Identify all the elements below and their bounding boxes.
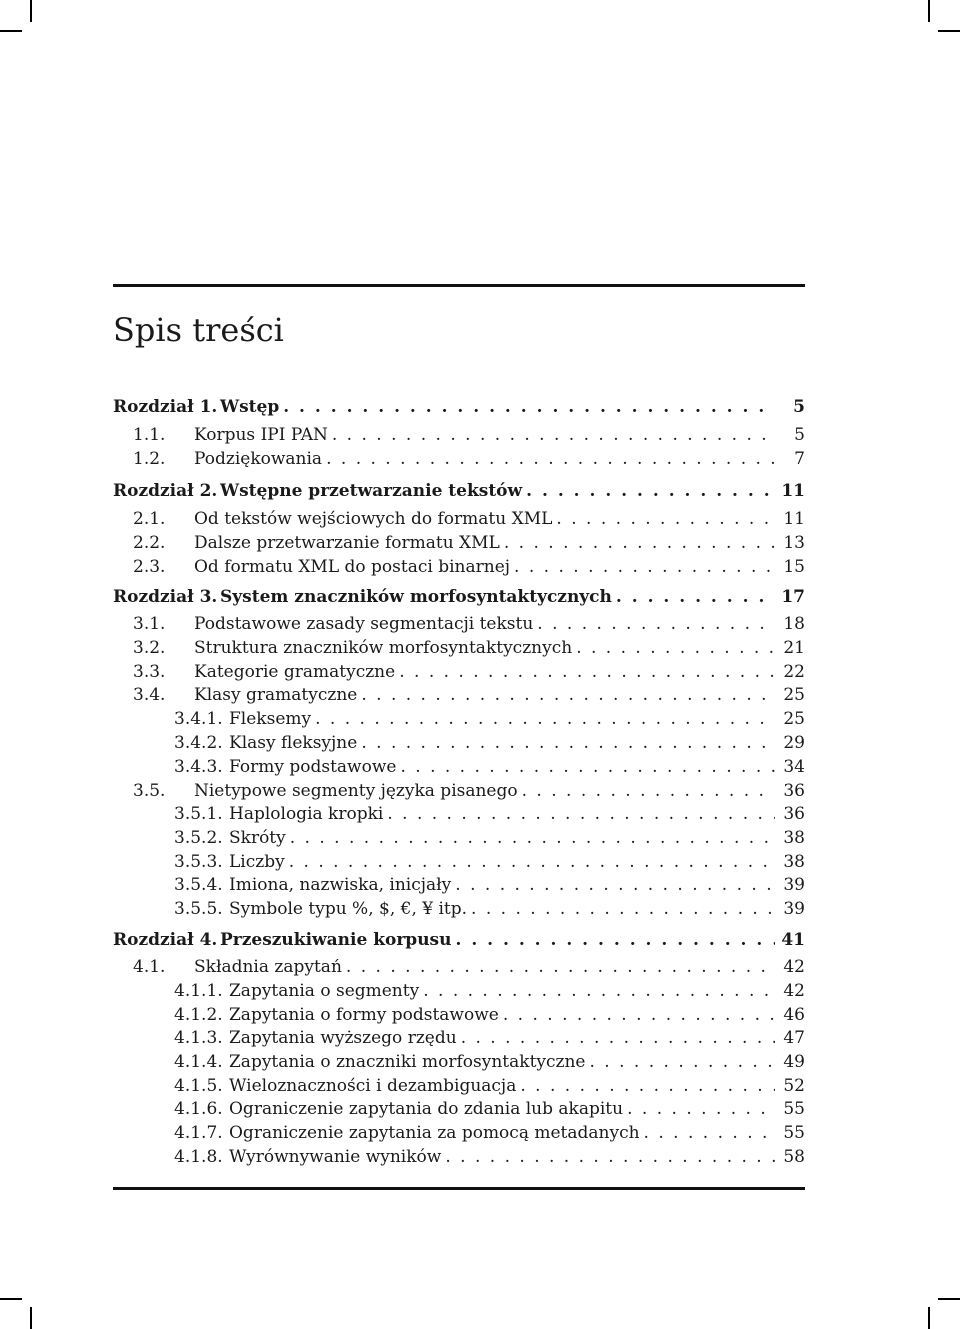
- toc-entry-number: 3.5.3.: [174, 852, 223, 872]
- toc-entry-number: 4.1.5.: [174, 1076, 223, 1096]
- toc-entry-page: 46: [783, 1005, 805, 1025]
- toc-entry-number: 4.1.6.: [174, 1099, 223, 1119]
- toc-entry[interactable]: [113, 612, 805, 636]
- toc-leader-dots: [332, 423, 775, 447]
- toc-entry-label: System znaczników morfosyntaktycznych: [220, 587, 612, 607]
- toc-entry-label: Wstęp: [220, 397, 280, 417]
- toc-leader-dots: [315, 707, 775, 731]
- toc-leader-dots: [616, 585, 775, 609]
- toc-leader-dots: [361, 683, 775, 707]
- toc-entry[interactable]: [113, 928, 805, 952]
- toc-entry-label: Dalsze przetwarzanie formatu XML: [194, 533, 500, 553]
- toc-entry-label: Klasy gramatyczne: [194, 685, 358, 705]
- toc-entry-page: 38: [783, 852, 805, 872]
- toc-entry-label: Struktura znaczników morfosyntaktycznych: [194, 638, 573, 658]
- toc-leader-dots: [522, 779, 775, 803]
- toc-entry-label: Zapytania o segmenty: [229, 981, 420, 1001]
- bottom-rule: [113, 1187, 805, 1190]
- toc-leader-dots: [576, 636, 775, 660]
- toc-entry-number: 3.5.2.: [174, 828, 223, 848]
- toc-entry-number: 3.4.: [133, 685, 166, 705]
- toc-entry[interactable]: [113, 1097, 805, 1121]
- toc-entry-label: Liczby: [229, 852, 285, 872]
- toc-entry-page: 7: [794, 449, 805, 469]
- toc-entry-page: 5: [793, 397, 805, 417]
- toc-entry[interactable]: [113, 1074, 805, 1098]
- toc-entry-label: Symbole typu %, $, €, ¥ itp.: [229, 899, 468, 919]
- toc-entry[interactable]: [113, 802, 805, 826]
- toc-entry[interactable]: [113, 447, 805, 471]
- toc-entry[interactable]: [113, 955, 805, 979]
- toc-entry[interactable]: [113, 779, 805, 803]
- toc-leader-dots: [455, 928, 775, 952]
- toc-entry-page: 58: [783, 1147, 805, 1167]
- toc-entry-page: 39: [783, 899, 805, 919]
- toc-leader-dots: [346, 955, 775, 979]
- toc-entry[interactable]: [113, 395, 805, 419]
- crop-mark-top-left-v: [30, 0, 32, 22]
- toc-entry-page: 11: [783, 509, 805, 529]
- toc-entry-number: 2.2.: [133, 533, 166, 553]
- toc-entry-page: 38: [783, 828, 805, 848]
- toc-entry-label: Fleksemy: [229, 709, 312, 729]
- toc-entry-page: 49: [783, 1052, 805, 1072]
- toc-entry[interactable]: [113, 873, 805, 897]
- toc-leader-dots: [461, 1026, 775, 1050]
- toc-entry-page: 41: [781, 930, 805, 950]
- toc-entry-page: 36: [783, 804, 805, 824]
- toc-entry-label: Klasy fleksyjne: [229, 733, 358, 753]
- toc-leader-dots: [361, 731, 775, 755]
- toc-entry-number: 3.4.2.: [174, 733, 223, 753]
- toc-entry[interactable]: [113, 585, 805, 609]
- toc-entry-number: 1.2.: [133, 449, 166, 469]
- toc-entry[interactable]: [113, 531, 805, 555]
- toc-entry-number: 4.1.4.: [174, 1052, 223, 1072]
- toc-entry-label: Haplologia kropki: [229, 804, 384, 824]
- toc-leader-dots: [399, 660, 775, 684]
- toc-leader-dots: [503, 1003, 775, 1027]
- toc-entry[interactable]: [113, 850, 805, 874]
- toc-entry[interactable]: [113, 897, 805, 921]
- toc-entry-label: Wyrównywanie wyników: [229, 1147, 442, 1167]
- toc-leader-dots: [423, 979, 775, 1003]
- toc-entry-page: 42: [783, 957, 805, 977]
- toc-leader-dots: [526, 479, 775, 503]
- toc-entry-number: 4.1.2.: [174, 1005, 223, 1025]
- toc-entry-page: 5: [794, 425, 805, 445]
- crop-mark-bottom-right-v: [928, 1307, 930, 1329]
- crop-mark-bottom-left-v: [30, 1307, 32, 1329]
- toc-leader-dots: [455, 873, 775, 897]
- toc-entry[interactable]: [113, 479, 805, 503]
- toc-entry-number: 3.5.4.: [174, 875, 223, 895]
- toc-entry-number: 4.1.8.: [174, 1147, 223, 1167]
- toc-entry-page: 25: [783, 709, 805, 729]
- toc-leader-dots: [590, 1050, 776, 1074]
- toc-entry[interactable]: [113, 731, 805, 755]
- toc-entry-number: 3.1.: [133, 614, 166, 634]
- toc-entry-number: 4.1.1.: [174, 981, 223, 1001]
- toc-entry-number: 3.4.3.: [174, 757, 223, 777]
- toc-entry[interactable]: [113, 1003, 805, 1027]
- crop-mark-bottom-right-h: [938, 1298, 960, 1300]
- toc-entry-number: 2.1.: [133, 509, 166, 529]
- toc-entry-label: Od formatu XML do postaci binarnej: [194, 557, 511, 577]
- toc-entry-page: 36: [783, 781, 805, 801]
- toc-entry-label: Podziękowania: [194, 449, 323, 469]
- toc-entry-number: 2.3.: [133, 557, 166, 577]
- toc-entry-page: 34: [783, 757, 805, 777]
- toc-leader-dots: [537, 612, 775, 636]
- toc-entry[interactable]: [113, 707, 805, 731]
- toc-entry-label: Podstawowe zasady segmentacji tekstu: [194, 614, 534, 634]
- toc-entry-page: 17: [781, 587, 805, 607]
- toc-entry[interactable]: [113, 755, 805, 779]
- toc-entry[interactable]: [113, 979, 805, 1003]
- toc-entry-page: 47: [783, 1028, 805, 1048]
- toc-entry[interactable]: [113, 507, 805, 531]
- toc-entry-number: 4.1.3.: [174, 1028, 223, 1048]
- toc-entry-page: 25: [783, 685, 805, 705]
- toc-entry-label: Zapytania o formy podstawowe: [229, 1005, 499, 1025]
- toc-entry-number: 3.5.5.: [174, 899, 223, 919]
- toc-leader-dots: [387, 802, 775, 826]
- toc-entry-number: Rozdział 4.: [113, 930, 218, 950]
- toc-entry-label: Składnia zapytań: [194, 957, 342, 977]
- crop-mark-top-left-h: [0, 30, 22, 32]
- toc-leader-dots: [644, 1121, 775, 1145]
- toc-entry-label: Ograniczenie zapytania do zdania lub akapitu: [229, 1099, 624, 1119]
- toc-entry-page: 22: [783, 662, 805, 682]
- toc-entry[interactable]: [113, 636, 805, 660]
- toc-entry-page: 52: [783, 1076, 805, 1096]
- toc-entry[interactable]: [113, 1050, 805, 1074]
- toc-entry-page: 42: [783, 981, 805, 1001]
- toc-entry-page: 29: [783, 733, 805, 753]
- toc-entry-page: 18: [783, 614, 805, 634]
- toc-entry[interactable]: [113, 1026, 805, 1050]
- toc-leader-dots: [504, 531, 775, 555]
- toc-entry-number: Rozdział 3.: [113, 587, 218, 607]
- toc-leader-dots: [290, 826, 775, 850]
- toc-leader-dots: [326, 447, 775, 471]
- toc-entry-label: Zapytania wyższego rzędu: [229, 1028, 457, 1048]
- toc-entry-label: Nietypowe segmenty języka pisanego: [194, 781, 518, 801]
- toc-entry-page: 55: [783, 1123, 805, 1143]
- toc-entry-label: Korpus IPI PAN: [194, 425, 328, 445]
- toc-entry-page: 39: [783, 875, 805, 895]
- toc-entry[interactable]: [113, 1121, 805, 1145]
- toc-entry-page: 55: [783, 1099, 805, 1119]
- toc-entry-number: 3.3.: [133, 662, 166, 682]
- toc-leader-dots: [627, 1097, 775, 1121]
- toc-entry-number: Rozdział 1.: [113, 397, 218, 417]
- toc-entry-label: Formy podstawowe: [229, 757, 397, 777]
- toc-entry-label: Od tekstów wejściowych do formatu XML: [194, 509, 553, 529]
- toc-entry-label: Imiona, nazwiska, inicjały: [229, 875, 452, 895]
- toc-entry-label: Przeszukiwanie korpusu: [220, 930, 452, 950]
- toc-leader-dots: [445, 1145, 775, 1169]
- toc-entry-page: 11: [781, 481, 805, 501]
- toc-leader-dots: [283, 395, 775, 419]
- toc-entry-number: 3.2.: [133, 638, 166, 658]
- toc-entry[interactable]: [113, 660, 805, 684]
- toc-entry[interactable]: [113, 555, 805, 579]
- toc-leader-dots: [514, 555, 775, 579]
- crop-mark-top-right-h: [938, 30, 960, 32]
- toc-leader-dots: [400, 755, 775, 779]
- toc-leader-dots: [289, 850, 775, 874]
- toc-entry-label: Wstępne przetwarzanie tekstów: [220, 481, 523, 501]
- crop-mark-top-right-v: [928, 0, 930, 22]
- toc-leader-dots: [556, 507, 775, 531]
- toc-entry-number: 3.5.1.: [174, 804, 223, 824]
- page-title: Spis treści: [113, 311, 284, 349]
- toc-entry[interactable]: [113, 423, 805, 447]
- toc-entry-number: 3.4.1.: [174, 709, 223, 729]
- toc-leader-dots: [520, 1074, 775, 1098]
- toc-entry[interactable]: [113, 826, 805, 850]
- toc-entry-page: 21: [783, 638, 805, 658]
- toc-entry-label: Wieloznaczności i dezambiguacja: [229, 1076, 517, 1096]
- toc-leader-dots: [471, 897, 775, 921]
- toc-entry-number: Rozdział 2.: [113, 481, 218, 501]
- toc-entry[interactable]: [113, 1145, 805, 1169]
- table-of-contents: [113, 0, 805, 1329]
- toc-entry-label: Ograniczenie zapytania za pomocą metadanych: [229, 1123, 640, 1143]
- crop-mark-bottom-left-h: [0, 1298, 22, 1300]
- toc-entry-number: 3.5.: [133, 781, 166, 801]
- toc-entry-page: 13: [783, 533, 805, 553]
- toc-entry[interactable]: [113, 683, 805, 707]
- toc-entry-label: Kategorie gramatyczne: [194, 662, 396, 682]
- toc-entry-number: 4.1.: [133, 957, 166, 977]
- toc-entry-label: Zapytania o znaczniki morfosyntaktyczne: [229, 1052, 586, 1072]
- toc-entry-number: 4.1.7.: [174, 1123, 223, 1143]
- toc-entry-label: Skróty: [229, 828, 286, 848]
- toc-entry-number: 1.1.: [133, 425, 166, 445]
- toc-entry-page: 15: [783, 557, 805, 577]
